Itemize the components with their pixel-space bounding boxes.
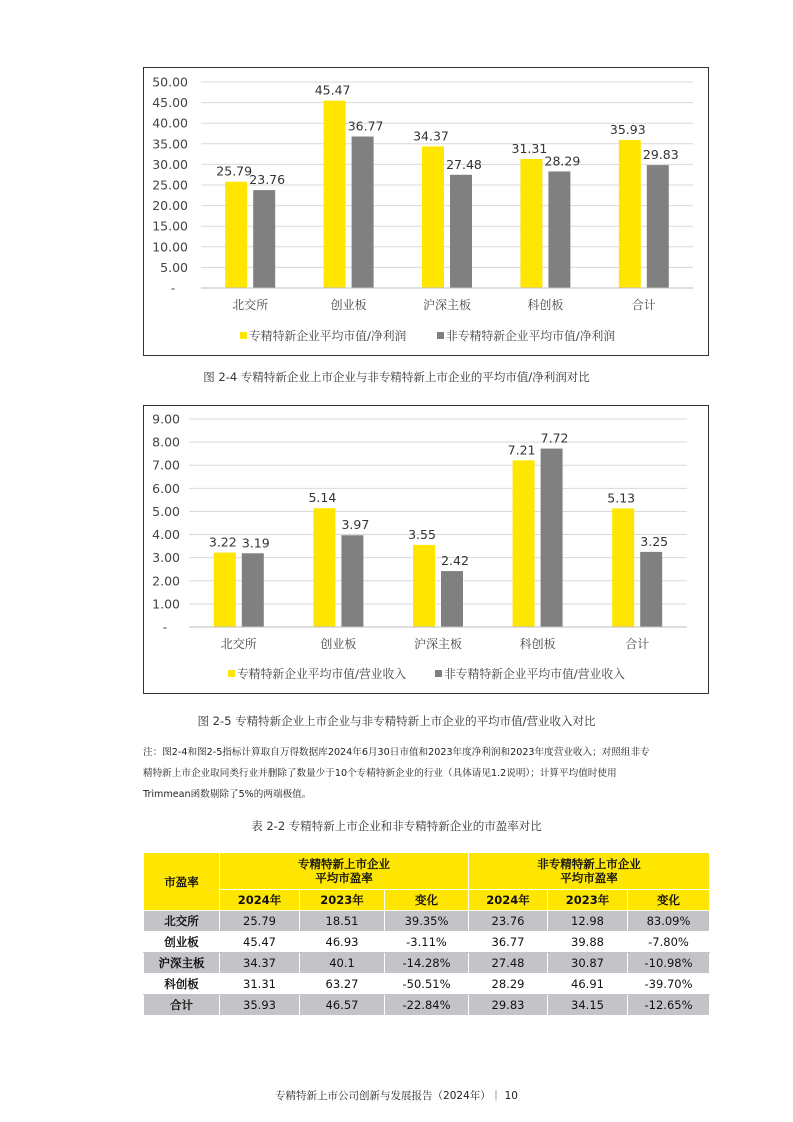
row-label: 科创板 — [144, 974, 220, 995]
row-header-pe: 市盈率 — [144, 853, 220, 911]
chart-pe-net-profit — [143, 67, 709, 356]
y-tick-label: 8.00 — [152, 434, 180, 450]
y-tick-label: 7.00 — [152, 457, 180, 473]
bar — [450, 175, 472, 288]
table-cell: 46.91 — [548, 974, 628, 995]
legend-label: 非专精特新企业平均市值/净利润 — [446, 329, 616, 343]
table-cell: 46.93 — [300, 932, 385, 953]
note-line-2: 精特新上市企业取同类行业并删除了数量少于10个专精特新企业的行业（具体请见1.2说明）；计算平均值时使用 — [143, 768, 617, 779]
bar — [214, 553, 236, 627]
subheader: 变化 — [628, 890, 710, 911]
table-cell: 46.57 — [300, 995, 385, 1016]
y-tick-label: 15.00 — [152, 218, 188, 234]
bar — [548, 171, 570, 288]
subheader: 2024年 — [469, 890, 548, 911]
data-label: 36.77 — [347, 118, 384, 134]
row-label: 北交所 — [144, 911, 220, 932]
y-tick-label: 5.00 — [152, 503, 180, 519]
figure-caption-2-5: 图 2-5 专精特新企业上市企业与非专精特新上市企业的平均市值/营业收入对比 — [197, 714, 596, 728]
row-label: 创业板 — [144, 932, 220, 953]
note-line-1: 注：图2-4和图2-5指标计算取自万得数据库2024年6月30日市值和2023年度净利润和2023年度营业收入；对照组非专 — [143, 747, 650, 758]
bar — [647, 165, 669, 288]
data-label: 7.72 — [540, 430, 569, 446]
legend-label: 专精特新企业平均市值/营业收入 — [237, 667, 407, 681]
table-row — [144, 974, 710, 995]
table-cell: -3.11% — [385, 932, 469, 953]
bar — [324, 101, 346, 288]
data-label: 3.25 — [640, 533, 669, 549]
bar — [341, 535, 363, 627]
bar — [352, 137, 374, 288]
bar — [225, 182, 247, 288]
x-category-label: 创业板 — [320, 637, 357, 651]
y-tick-label: 9.00 — [152, 411, 180, 427]
data-label: 3.19 — [241, 535, 270, 551]
table-cell: -39.70% — [628, 974, 710, 995]
data-label: 27.48 — [446, 156, 482, 172]
page-footer: 专精特新上市公司创新与发展报告（2024年）｜ 10 — [275, 1090, 518, 1102]
x-category-label: 科创板 — [519, 637, 556, 651]
chart-ps-revenue — [143, 405, 709, 694]
data-label: 7.21 — [507, 442, 536, 458]
y-tick-label: 1.00 — [152, 596, 180, 612]
group-header-non-specialized — [469, 853, 710, 890]
table-cell: 27.48 — [469, 953, 548, 974]
legend-swatch — [228, 670, 235, 677]
legend-swatch — [437, 332, 444, 339]
group-header-specialized-line1: 专精特新上市企业 — [298, 857, 390, 871]
table-cell: 29.83 — [469, 995, 548, 1016]
data-note — [143, 742, 713, 805]
y-tick-label: 4.00 — [152, 527, 180, 543]
bar-chart-svg — [144, 68, 708, 355]
data-label: 3.97 — [341, 517, 370, 533]
table-cell: 23.76 — [469, 911, 548, 932]
y-tick-label: 5.00 — [160, 259, 188, 275]
bar — [541, 449, 563, 627]
table-cell: 34.15 — [548, 995, 628, 1016]
y-tick-label: - — [170, 280, 176, 296]
y-tick-label: 40.00 — [152, 115, 188, 131]
table-cell: -12.65% — [628, 995, 710, 1016]
y-tick-label: 6.00 — [152, 480, 180, 496]
bar — [422, 146, 444, 288]
row-label: 合计 — [144, 995, 220, 1016]
table-cell: 83.09% — [628, 911, 710, 932]
table-cell: -7.80% — [628, 932, 710, 953]
bar — [513, 460, 535, 627]
subheader: 2023年 — [548, 890, 628, 911]
data-label: 31.31 — [511, 141, 548, 157]
bar — [313, 508, 335, 627]
group-header-specialized-line2: 平均市盈率 — [315, 871, 373, 885]
x-category-label: 合计 — [625, 637, 650, 651]
y-tick-label: 3.00 — [152, 550, 180, 566]
bar — [413, 545, 435, 627]
table-cell: -10.98% — [628, 953, 710, 974]
table-cell: -14.28% — [385, 953, 469, 974]
subheader: 2023年 — [300, 890, 385, 911]
y-tick-label: 20.00 — [152, 198, 188, 214]
table-row — [144, 911, 710, 932]
bar — [612, 508, 634, 627]
table-cell: 63.27 — [300, 974, 385, 995]
bar-chart-svg — [144, 406, 708, 693]
y-tick-label: 50.00 — [152, 74, 188, 90]
table-cell: 39.88 — [548, 932, 628, 953]
table-cell: -22.84% — [385, 995, 469, 1016]
data-label: 23.76 — [249, 172, 286, 188]
x-category-label: 沪深主板 — [422, 298, 472, 312]
y-tick-label: 45.00 — [152, 95, 188, 111]
table-cell: 36.77 — [469, 932, 548, 953]
table-cell: 35.93 — [220, 995, 300, 1016]
table-cell: 30.87 — [548, 953, 628, 974]
y-tick-label: 10.00 — [152, 239, 188, 255]
table-cell: 28.29 — [469, 974, 548, 995]
table-cell: 25.79 — [220, 911, 300, 932]
table-cell: 39.35% — [385, 911, 469, 932]
table-cell: -50.51% — [385, 974, 469, 995]
group-header-specialized — [220, 853, 469, 890]
data-label: 45.47 — [314, 82, 351, 98]
table-row — [144, 953, 710, 974]
x-category-label: 北交所 — [232, 298, 269, 312]
group-header-non-specialized-line2: 平均市盈率 — [560, 871, 618, 885]
note-line-3: Trimmean函数剔除了5%的两端极值。 — [143, 789, 312, 800]
x-category-label: 创业板 — [330, 298, 367, 312]
x-category-label: 沪深主板 — [413, 637, 463, 651]
data-label: 2.42 — [441, 553, 469, 569]
table-cell: 40.1 — [300, 953, 385, 974]
row-label: 沪深主板 — [144, 953, 220, 974]
data-label: 35.93 — [609, 121, 646, 137]
legend-swatch — [240, 332, 247, 339]
data-label: 25.79 — [216, 163, 253, 179]
data-label: 34.37 — [413, 128, 449, 144]
x-category-label: 合计 — [631, 298, 656, 312]
table-cell: 34.37 — [220, 953, 300, 974]
x-category-label: 北交所 — [220, 637, 257, 651]
data-label: 29.83 — [642, 147, 679, 163]
legend-label: 非专精特新企业平均市值/营业收入 — [444, 667, 625, 681]
pe-ratio-table — [143, 852, 710, 1016]
bar — [619, 140, 641, 288]
data-label: 28.29 — [544, 153, 581, 169]
subheader: 变化 — [385, 890, 469, 911]
bar — [640, 552, 662, 627]
figure-caption-2-4: 图 2-4 专精特新企业上市企业与非专精特新上市企业的平均市值/净利润对比 — [203, 370, 590, 384]
table-row — [144, 932, 710, 953]
table-cell: 18.51 — [300, 911, 385, 932]
table-row — [144, 995, 710, 1016]
bar — [253, 190, 275, 288]
group-header-non-specialized-line1: 非专精特新上市企业 — [537, 857, 641, 871]
legend-swatch — [435, 670, 442, 677]
table-cell: 31.31 — [220, 974, 300, 995]
y-tick-label: 30.00 — [152, 156, 188, 172]
x-category-label: 科创板 — [527, 298, 564, 312]
table-cell: 12.98 — [548, 911, 628, 932]
y-tick-label: 35.00 — [152, 136, 188, 152]
data-label: 5.14 — [308, 490, 337, 506]
subheader: 2024年 — [220, 890, 300, 911]
table-caption-2-2: 表 2-2 专精特新上市企业和非专精特新企业的市盈率对比 — [251, 819, 542, 833]
table-cell: 45.47 — [220, 932, 300, 953]
data-label: 3.22 — [208, 534, 237, 550]
bar — [242, 553, 264, 627]
bar — [441, 571, 463, 627]
y-tick-label: 2.00 — [152, 573, 180, 589]
data-label: 5.13 — [607, 490, 636, 506]
y-tick-label: 25.00 — [152, 177, 188, 193]
bar — [520, 159, 542, 288]
y-tick-label: - — [162, 619, 168, 635]
legend-label: 专精特新企业平均市值/净利润 — [249, 329, 407, 343]
data-label: 3.55 — [408, 526, 436, 542]
